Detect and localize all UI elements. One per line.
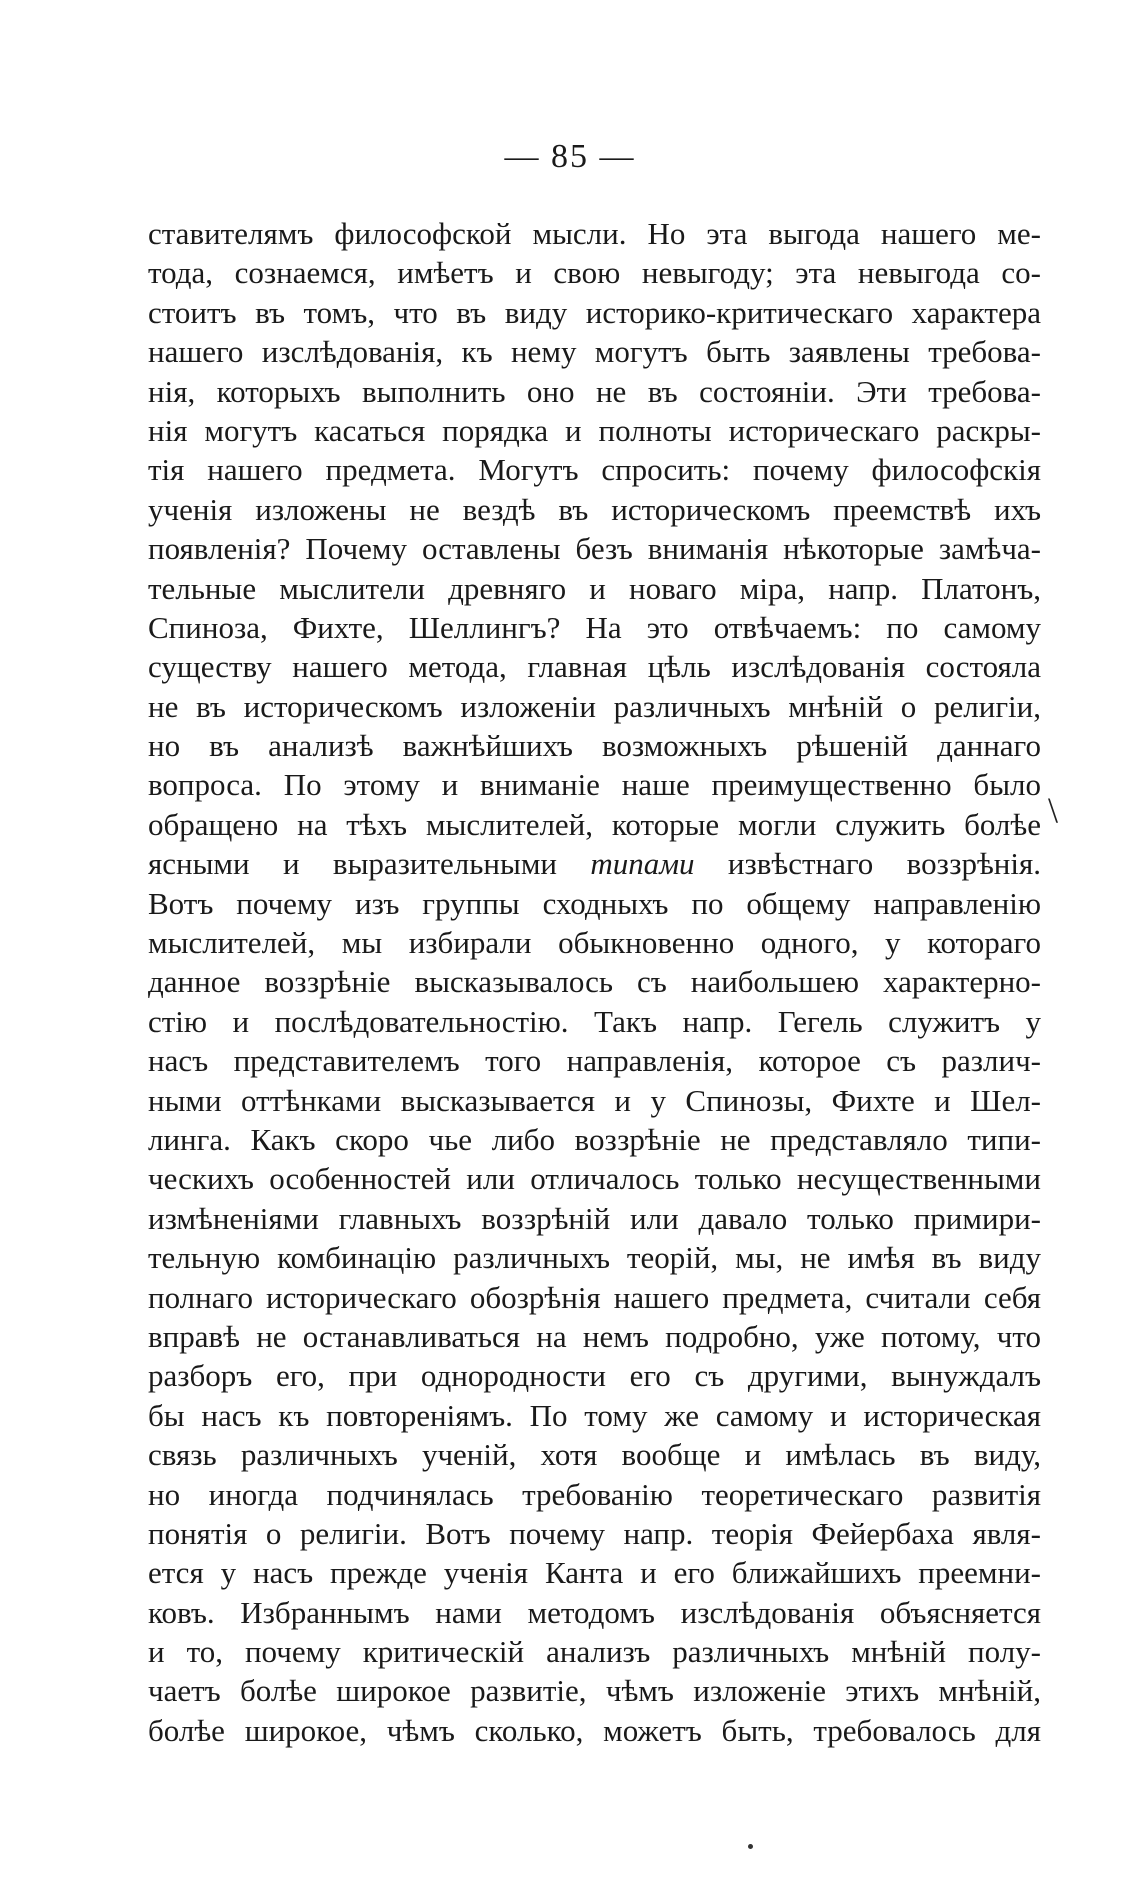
text-line: не въ историческомъ изложеніи различныхъ мнѣній о религіи, [148,688,1041,724]
text-line: разборъ его, при однородности его съ другими, вынуждалъ [148,1358,1041,1394]
text-line: нія могутъ касаться порядка и полноты историческаго раскры- [148,412,1041,448]
text-line: связь различныхъ ученій, хотя вообще и имѣлась въ виду, [148,1437,1041,1473]
text-line: ется у насъ прежде ученія Канта и его ближайшихъ преемни- [148,1555,1041,1591]
text-line: нія, которыхъ выполнить оно не въ состояніи. Эти требова- [148,373,1041,409]
text-line: но иногда подчинялась требованію теоретическаго развитія [148,1476,1041,1512]
text-line: понятія о религіи. Вотъ почему напр. теорія Фейербаха явля- [148,1515,1041,1551]
margin-mark: \ [1048,790,1059,830]
italic-term: типами [590,846,695,882]
text-line: и то, почему критическій анализъ различныхъ мнѣній полу- [148,1634,1041,1670]
text-line: существу нашего метода, главная цѣль изслѣдованія состояла [148,649,1041,685]
text-line: измѣненіями главныхъ воззрѣній или давало только примири- [148,1200,1041,1236]
text-line: но въ анализѣ важнѣйшихъ возможныхъ рѣшеній даннаго [148,728,1041,764]
text-line [148,844,1041,883]
text-line: вправѣ не останавливаться на немъ подробно, уже потому, что [148,1318,1041,1354]
text-line: тія нашего предмета. Могутъ спросить: почему философскія [148,452,1041,488]
text-line: нашего изслѣдованія, къ нему могутъ быть заявлены требова- [148,334,1041,370]
text-line: ковъ. Избраннымъ нами методомъ изслѣдованія объясняется [148,1594,1041,1630]
text-line: чаетъ болѣе широкое развитіе, чѣмъ изложеніе этихъ мнѣній, [148,1673,1041,1709]
text-line: ческихъ особенностей или отличалось только несущественными [148,1161,1041,1197]
text-line: тельную комбинацію различныхъ теорій, мы, не имѣя въ виду [148,1240,1041,1276]
text-line: ными оттѣнками высказывается и у Спинозы, Фихте и Шел- [148,1082,1041,1118]
text-line: полнаго историческаго обозрѣнія нашего предмета, считали себя [148,1279,1041,1315]
text-line: бы насъ къ повтореніямъ. По тому же самому и историческая [148,1397,1041,1433]
text-line: тода, сознаемся, имѣетъ и свою невыгоду; эта невыгода со- [148,255,1041,291]
text-line: ученія изложены не вездѣ въ историческомъ преемствѣ ихъ [148,491,1041,527]
page-number: — 85 — [504,138,636,175]
text-line: Вотъ почему изъ группы сходныхъ по общему направленію [148,885,1041,921]
text-line: ставителямъ философской мысли. Но эта выгода нашего ме- [148,216,1041,251]
text-line: обращено на тѣхъ мыслителей, которые могли служить болѣе [148,806,1041,842]
body-text [148,214,1041,1750]
text-line: насъ представителемъ того направленія, которое съ различ- [148,1043,1041,1079]
text-line: тельные мыслители древняго и новаго міра, напр. Платонъ, [148,570,1041,606]
text-line: стоитъ въ томъ, что въ виду историко-критическаго характера [148,294,1041,330]
text-line: данное воззрѣніе высказывалось съ наибольшею характерно- [148,964,1041,1000]
text-line: мыслителей, мы избирали обыкновенно одного, у котораго [148,925,1041,961]
text-line: болѣе широкое, чѣмъ сколько, можетъ быть, требовалось для [148,1712,1041,1748]
text-segment: извѣстнаго воззрѣнія. [694,846,1041,882]
text-segment: ясными и выразительными [148,846,591,882]
print-speck [748,1844,753,1849]
text-line: линга. Какъ скоро чье либо воззрѣніе не представляло типи- [148,1121,1041,1157]
text-line: появленія? Почему оставлены безъ вниманія нѣкоторые замѣча- [148,531,1041,567]
text-line: вопроса. По этому и вниманіе наше преимущественно было [148,767,1041,803]
text-line: Спиноза, Фихте, Шеллингъ? На это отвѣчаемъ: по самому [148,609,1041,645]
text-line: стію и послѣдовательностію. Такъ напр. Гегель служитъ у [148,1003,1041,1039]
